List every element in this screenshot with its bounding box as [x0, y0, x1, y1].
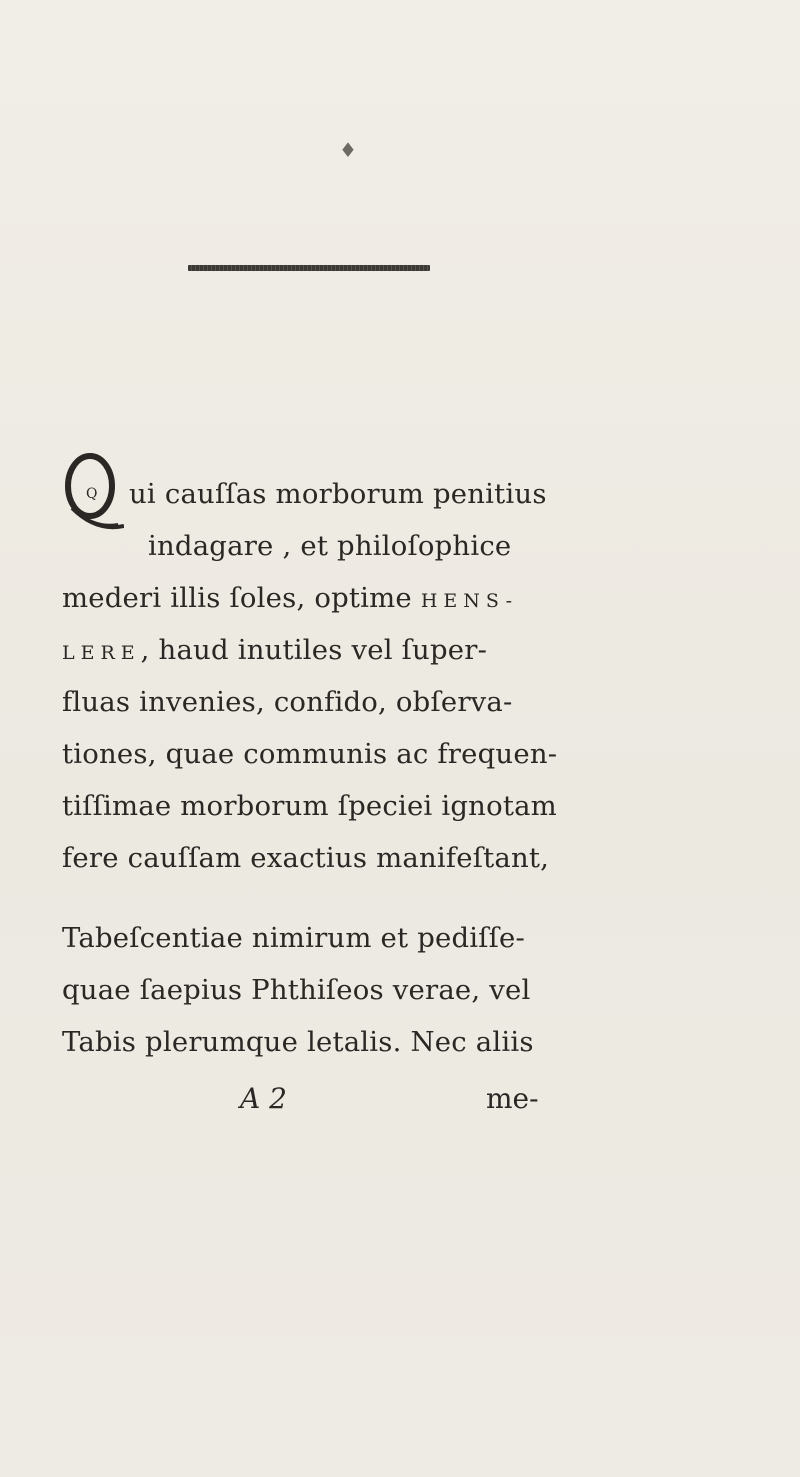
text-line: fere cauſſam exactius manifeſtant, [62, 842, 550, 874]
signature-mark: A 2 [240, 1082, 287, 1115]
text-line: Tabeſcentiae nimirum et pediſſe- [62, 922, 526, 954]
text-line: tiones, quae communis ac frequen- [62, 738, 558, 770]
text-line: Tabis plerumque letalis. Nec aliis [62, 1026, 534, 1058]
catchword: me- [486, 1082, 539, 1115]
text-line: mederi illis ſoles, optime HENS- [62, 582, 519, 614]
decorated-initial-q [62, 450, 124, 530]
text-line: ui cauſſas morborum penitius [129, 478, 547, 510]
ornamental-rule [188, 265, 430, 271]
ink-mark: ♦ [339, 138, 357, 162]
svg-text:Q: Q [86, 486, 98, 502]
text-line: tiſſimae morborum ſpeciei ignotam [62, 790, 557, 822]
text-line: LERE, haud inutiles vel ſuper- [62, 634, 488, 666]
text-line: indagare , et philoſophice [148, 530, 512, 562]
text-line: quae ſaepius Phthiſeos verae, vel [62, 974, 531, 1006]
text-line: fluas invenies, confido, obſerva- [62, 686, 513, 718]
